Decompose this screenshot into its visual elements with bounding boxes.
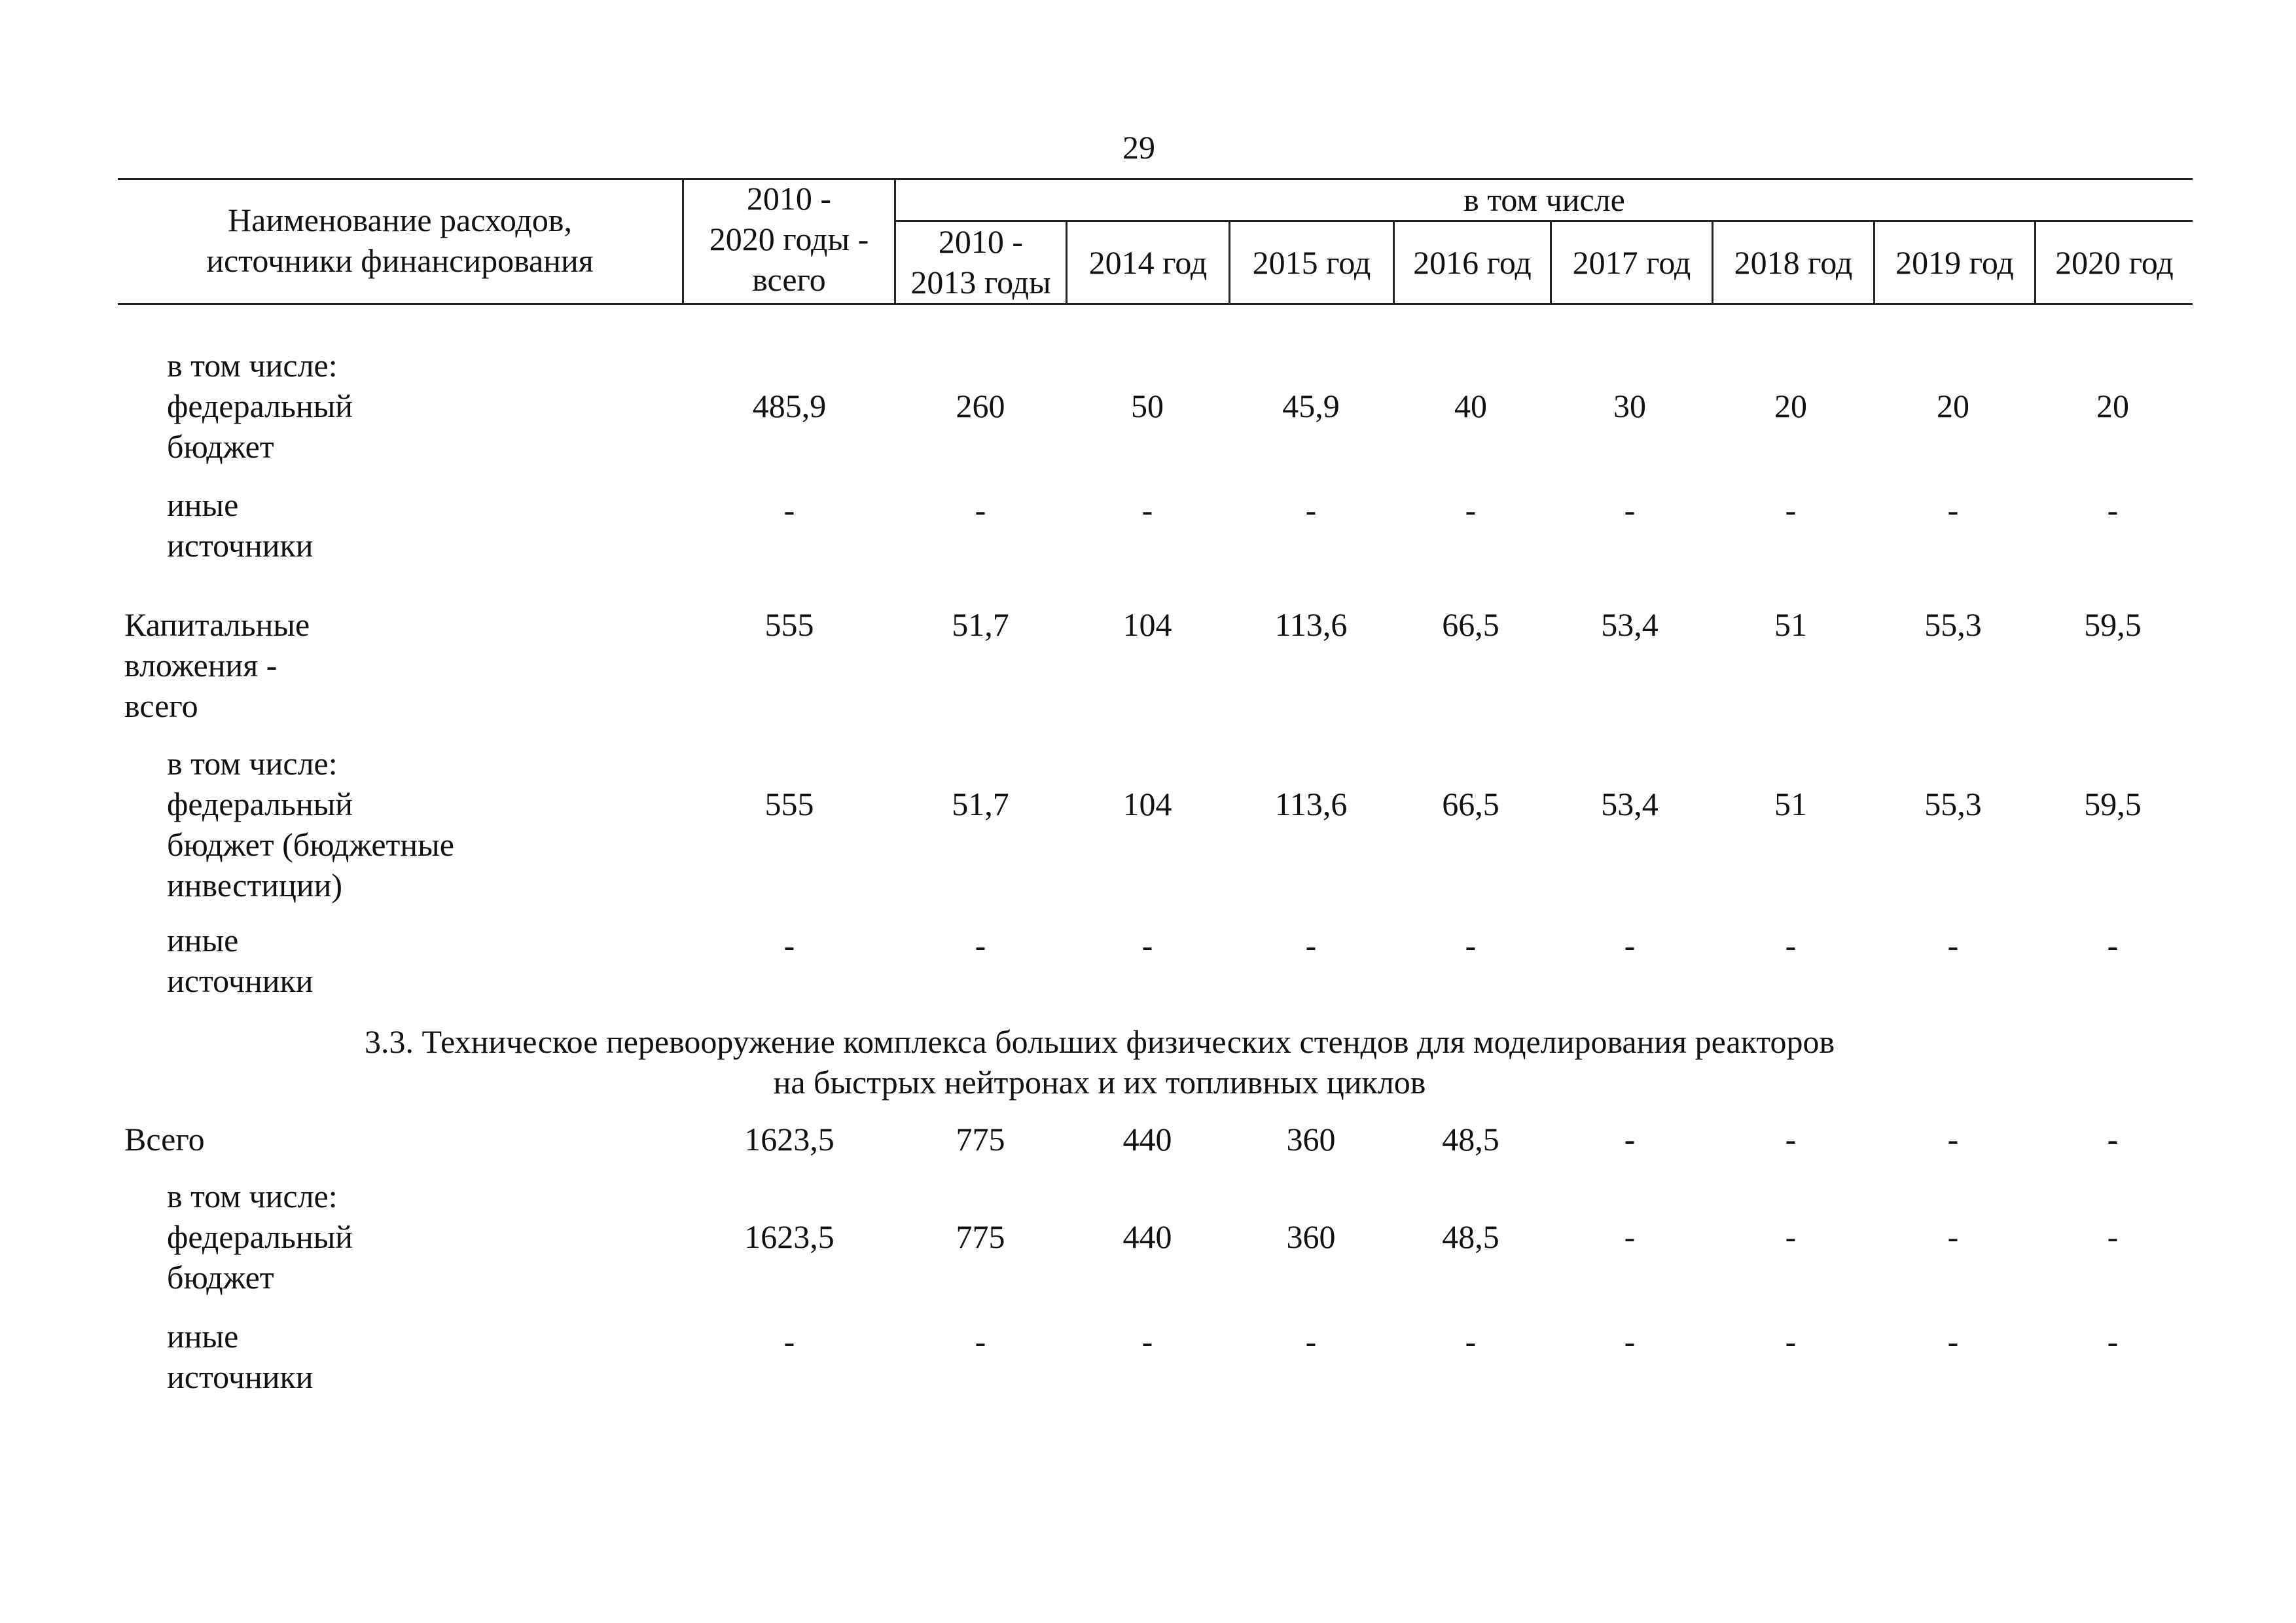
value-2020: - bbox=[2107, 1218, 2119, 1255]
value-2019: - bbox=[1947, 1323, 1959, 1360]
value-2014: 440 bbox=[1122, 1218, 1172, 1255]
value-2017: 30 bbox=[1613, 388, 1646, 424]
label-line: иные bbox=[167, 1318, 239, 1355]
value-2017: 53,4 bbox=[1601, 606, 1659, 643]
value-2015: 113,6 bbox=[1274, 606, 1348, 643]
label-line: федеральный bbox=[167, 1218, 353, 1255]
value-2019: - bbox=[1947, 492, 1959, 528]
label-line: вложения - bbox=[124, 647, 278, 684]
label-line: иные bbox=[167, 922, 239, 958]
header-year-line: 2013 годы bbox=[910, 264, 1051, 301]
section-title-line: на быстрых нейтронах и их топливных циклов bbox=[773, 1064, 1426, 1101]
value-2017: 53,4 bbox=[1601, 786, 1659, 822]
value-2017: - bbox=[1624, 1121, 1636, 1158]
header-total-line: 2010 - bbox=[746, 180, 832, 217]
value-2018: - bbox=[1785, 492, 1797, 528]
value-2016: 40 bbox=[1454, 388, 1487, 424]
header-year-2019: 2019 год bbox=[1895, 244, 2014, 281]
label-line: источники bbox=[167, 962, 314, 999]
value-total: - bbox=[783, 927, 795, 964]
value-2015: - bbox=[1305, 927, 1317, 964]
row-label bbox=[167, 1316, 314, 1397]
label-line: бюджет (бюджетные bbox=[167, 826, 454, 863]
value-2014: - bbox=[1141, 927, 1153, 964]
value-2016: 48,5 bbox=[1442, 1121, 1499, 1158]
value-2019: - bbox=[1947, 927, 1959, 964]
row-label bbox=[167, 1176, 353, 1298]
value-2020: - bbox=[2107, 492, 2119, 528]
value-2018: 51 bbox=[1774, 786, 1807, 822]
value-2018: - bbox=[1785, 1121, 1797, 1158]
value-2015: - bbox=[1305, 1323, 1317, 1360]
section-title bbox=[196, 1021, 2003, 1103]
value-total: 1623,5 bbox=[744, 1218, 834, 1255]
header-year-2015: 2015 год bbox=[1252, 244, 1371, 281]
label-line: бюджет bbox=[167, 428, 274, 465]
header-name-line: Наименование расходов, bbox=[228, 202, 572, 238]
label-line: в том числе: bbox=[167, 745, 338, 782]
value-2010-2013: 260 bbox=[956, 388, 1005, 424]
value-2010-2013: 775 bbox=[956, 1218, 1005, 1255]
value-2015: - bbox=[1305, 492, 1317, 528]
row-label bbox=[167, 484, 314, 566]
value-2014: 104 bbox=[1122, 786, 1172, 822]
header-year-2010-2013 bbox=[896, 221, 1066, 302]
value-total: 555 bbox=[764, 786, 814, 822]
value-total: 485,9 bbox=[752, 388, 827, 424]
value-2015: 45,9 bbox=[1282, 388, 1340, 424]
value-2019: - bbox=[1947, 1218, 1959, 1255]
value-2018: 51 bbox=[1774, 606, 1807, 643]
header-year-2017: 2017 год bbox=[1572, 244, 1691, 281]
page-number: 29 bbox=[1122, 129, 1155, 166]
value-2014: - bbox=[1141, 1323, 1153, 1360]
subheader-rule bbox=[895, 220, 2193, 222]
header-bottom-rule bbox=[118, 303, 2193, 305]
value-2015: 360 bbox=[1286, 1218, 1336, 1255]
label-line: федеральный bbox=[167, 786, 353, 822]
header-total-line: всего bbox=[752, 261, 826, 298]
row-label bbox=[167, 345, 353, 467]
value-2010-2013: - bbox=[975, 492, 986, 528]
row-label bbox=[167, 743, 454, 905]
value-total: 1623,5 bbox=[744, 1121, 834, 1158]
header-including: в том числе bbox=[1463, 181, 1625, 218]
value-2020: - bbox=[2107, 1323, 2119, 1360]
value-2016: 66,5 bbox=[1442, 786, 1499, 822]
section-title-line: 3.3. Техническое перевооружение комплекса больших физических стендов для моделирования реакторов bbox=[364, 1023, 1835, 1060]
label-line: федеральный bbox=[167, 388, 353, 424]
value-2010-2013: - bbox=[975, 927, 986, 964]
value-2014: 50 bbox=[1131, 388, 1164, 424]
value-2010-2013: 51,7 bbox=[952, 606, 1009, 643]
label-line: Всего bbox=[124, 1121, 205, 1158]
label-line: Капитальные bbox=[124, 606, 310, 643]
value-2020: 59,5 bbox=[2084, 606, 2142, 643]
value-2017: - bbox=[1624, 927, 1636, 964]
value-2016: - bbox=[1465, 1323, 1477, 1360]
header-name-line: источники финансирования bbox=[206, 242, 594, 279]
row-label bbox=[124, 604, 310, 726]
value-2010-2013: 775 bbox=[956, 1121, 1005, 1158]
value-2014: 440 bbox=[1122, 1121, 1172, 1158]
value-2020: 20 bbox=[2096, 388, 2129, 424]
value-2016: - bbox=[1465, 927, 1477, 964]
header-year-2016: 2016 год bbox=[1413, 244, 1532, 281]
header-year-line: 2010 - bbox=[938, 223, 1024, 260]
value-2016: 66,5 bbox=[1442, 606, 1499, 643]
value-2018: 20 bbox=[1774, 388, 1807, 424]
label-line: в том числе: bbox=[167, 1178, 338, 1214]
label-line: всего bbox=[124, 687, 198, 724]
header-total-column bbox=[684, 178, 894, 300]
value-total: - bbox=[783, 1323, 795, 1360]
label-line: бюджет bbox=[167, 1259, 274, 1296]
value-2014: - bbox=[1141, 492, 1153, 528]
row-label bbox=[167, 920, 314, 1001]
value-2015: 360 bbox=[1286, 1121, 1336, 1158]
header-total-line: 2020 годы - bbox=[709, 221, 869, 257]
value-2015: 113,6 bbox=[1274, 786, 1348, 822]
value-2010-2013: 51,7 bbox=[952, 786, 1009, 822]
value-2017: - bbox=[1624, 1323, 1636, 1360]
value-2018: - bbox=[1785, 927, 1797, 964]
value-2017: - bbox=[1624, 492, 1636, 528]
value-total: - bbox=[783, 492, 795, 528]
value-2020: - bbox=[2107, 1121, 2119, 1158]
value-total: 555 bbox=[764, 606, 814, 643]
value-2018: - bbox=[1785, 1218, 1797, 1255]
value-2010-2013: - bbox=[975, 1323, 986, 1360]
value-2016: 48,5 bbox=[1442, 1218, 1499, 1255]
label-line: иные bbox=[167, 486, 239, 523]
row-label bbox=[124, 1119, 205, 1159]
header-year-2020: 2020 год bbox=[2055, 244, 2174, 281]
value-2019: 20 bbox=[1937, 388, 1969, 424]
header-year-2018: 2018 год bbox=[1734, 244, 1853, 281]
value-2019: - bbox=[1947, 1121, 1959, 1158]
value-2020: - bbox=[2107, 927, 2119, 964]
label-line: инвестиции) bbox=[167, 867, 342, 903]
value-2016: - bbox=[1465, 492, 1477, 528]
label-line: в том числе: bbox=[167, 347, 338, 384]
header-year-2014: 2014 год bbox=[1088, 244, 1208, 281]
value-2019: 55,3 bbox=[1924, 786, 1982, 822]
value-2014: 104 bbox=[1122, 606, 1172, 643]
label-line: источники bbox=[167, 527, 314, 564]
value-2020: 59,5 bbox=[2084, 786, 2142, 822]
value-2019: 55,3 bbox=[1924, 606, 1982, 643]
header-name-column bbox=[118, 200, 682, 281]
value-2017: - bbox=[1624, 1218, 1636, 1255]
label-line: источники bbox=[167, 1359, 314, 1395]
value-2018: - bbox=[1785, 1323, 1797, 1360]
